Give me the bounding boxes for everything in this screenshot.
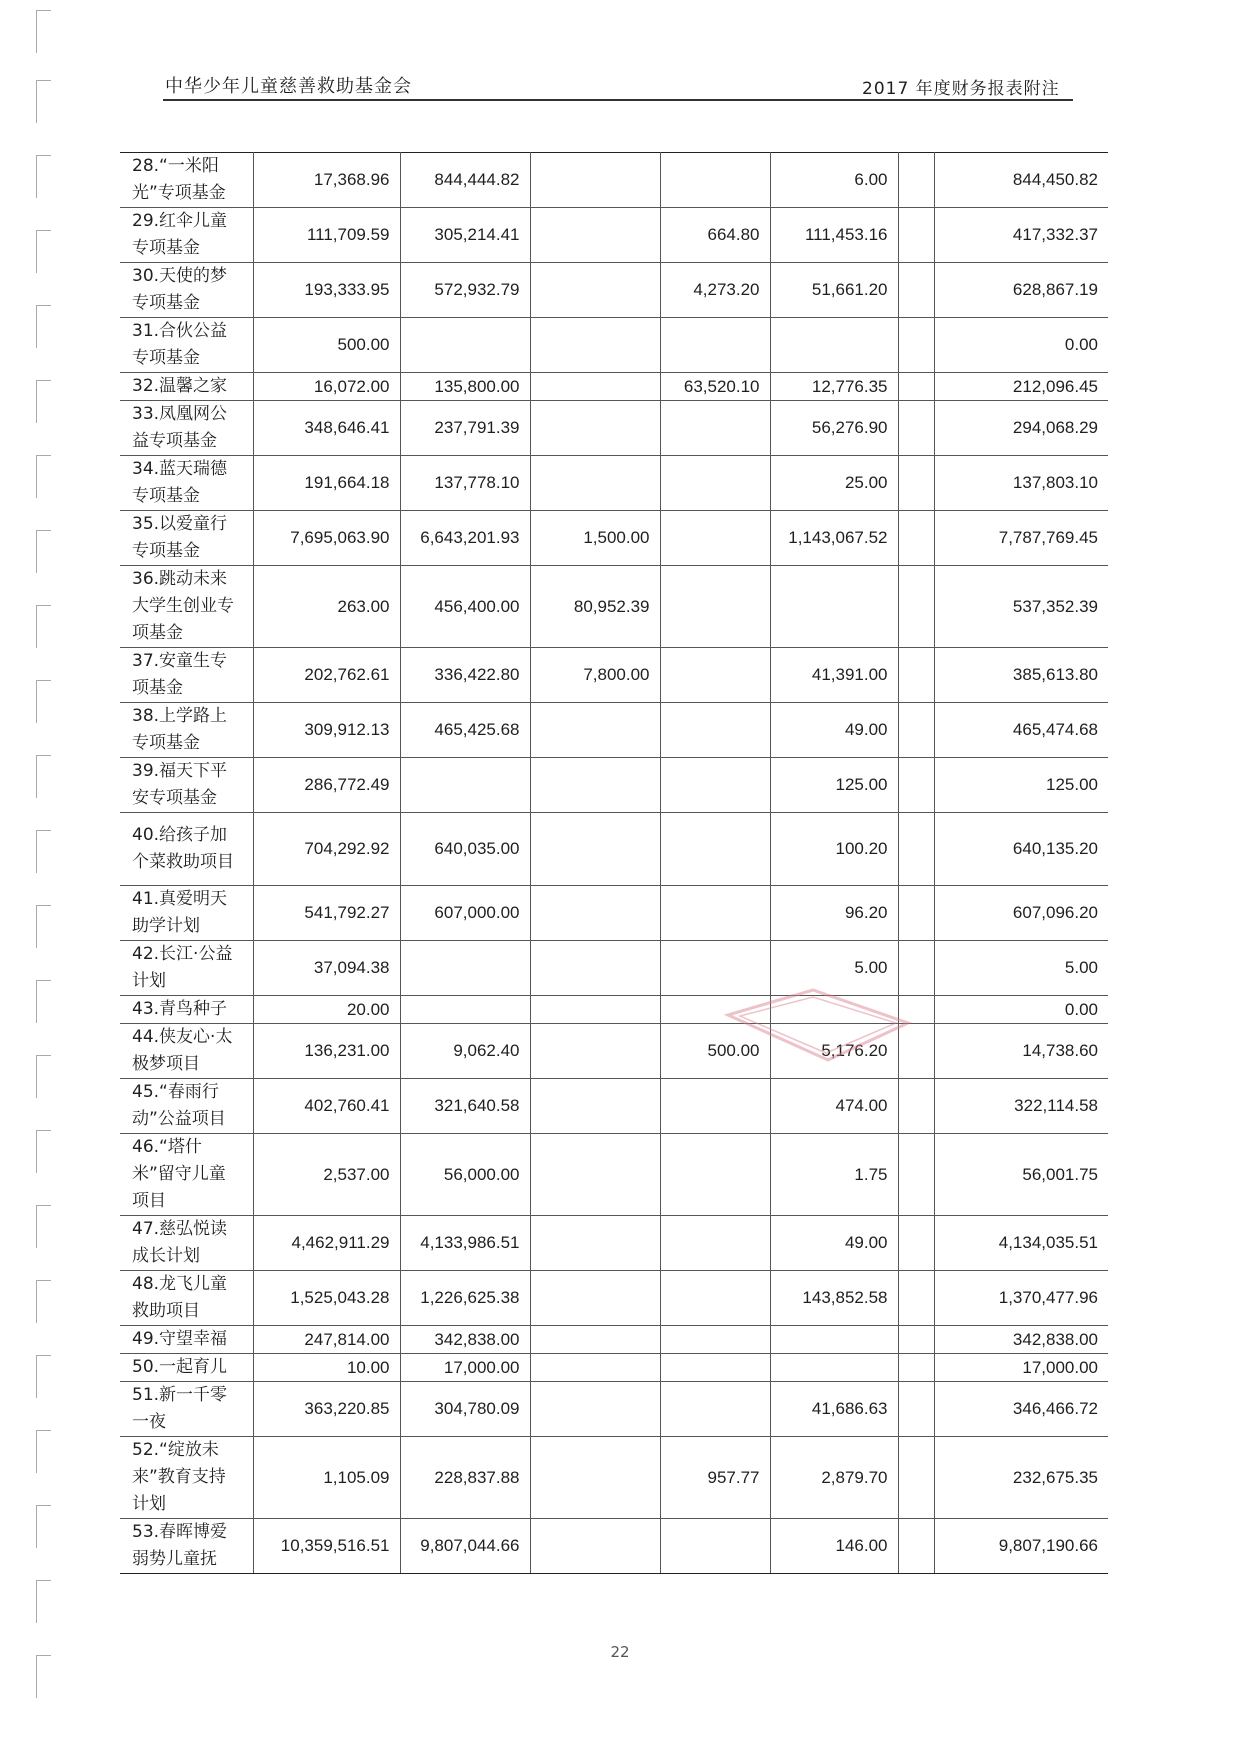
amount-cell-c6 — [898, 1382, 934, 1437]
table-row — [120, 703, 1108, 758]
fund-name-cell: 29.红伞儿童专项基金 — [120, 208, 253, 263]
amount-cell-c1: 309,912.13 — [253, 703, 400, 758]
amount-cell-c4 — [660, 758, 770, 813]
amount-cell-c5: 49.00 — [770, 1216, 898, 1271]
table-row — [120, 373, 1108, 401]
official-seal-stamp — [718, 985, 918, 1065]
amount-cell-c3 — [530, 1134, 660, 1216]
table-row — [120, 941, 1108, 996]
amount-cell-c5 — [770, 1354, 898, 1382]
amount-cell-c1: 17,368.96 — [253, 153, 400, 208]
table-row — [120, 996, 1108, 1024]
amount-cell-c6 — [898, 1216, 934, 1271]
amount-cell-c1: 202,762.61 — [253, 648, 400, 703]
amount-cell-c3 — [530, 373, 660, 401]
amount-cell-c4 — [660, 1079, 770, 1134]
amount-cell-c2: 56,000.00 — [400, 1134, 530, 1216]
amount-cell-c5: 100.20 — [770, 813, 898, 886]
report-title: 2017 年度财务报表附注 — [862, 79, 1060, 99]
amount-cell-c4 — [660, 318, 770, 373]
amount-cell-c4 — [660, 1519, 770, 1574]
amount-cell-c4 — [660, 566, 770, 648]
binding-mark — [36, 755, 51, 798]
table-row — [120, 648, 1108, 703]
fund-name-cell: 43.青鸟种子 — [120, 996, 253, 1024]
amount-cell-c1: 541,792.27 — [253, 886, 400, 941]
binding-mark — [36, 230, 51, 273]
binding-mark — [36, 305, 51, 348]
amount-cell-c1: 1,105.09 — [253, 1437, 400, 1519]
amount-cell-c7: 7,787,769.45 — [934, 511, 1108, 566]
amount-cell-c4: 63,520.10 — [660, 373, 770, 401]
amount-cell-c2: 9,807,044.66 — [400, 1519, 530, 1574]
table-row — [120, 1134, 1108, 1216]
binding-mark — [36, 1130, 51, 1173]
amount-cell-c4 — [660, 1326, 770, 1354]
amount-cell-c2: 607,000.00 — [400, 886, 530, 941]
amount-cell-c7: 9,807,190.66 — [934, 1519, 1108, 1574]
binding-mark — [36, 1655, 51, 1698]
binding-margin — [30, 0, 54, 1753]
amount-cell-c5: 25.00 — [770, 456, 898, 511]
amount-cell-c1: 16,072.00 — [253, 373, 400, 401]
table-row — [120, 153, 1108, 208]
amount-cell-c4: 664.80 — [660, 208, 770, 263]
amount-cell-c7: 14,738.60 — [934, 1024, 1108, 1079]
amount-cell-c5 — [770, 318, 898, 373]
amount-cell-c1: 37,094.38 — [253, 941, 400, 996]
amount-cell-c3 — [530, 1271, 660, 1326]
amount-cell-c7: 125.00 — [934, 758, 1108, 813]
amount-cell-c3 — [530, 401, 660, 456]
amount-cell-c2: 304,780.09 — [400, 1382, 530, 1437]
amount-cell-c2: 4,133,986.51 — [400, 1216, 530, 1271]
amount-cell-c5: 1.75 — [770, 1134, 898, 1216]
table-row — [120, 208, 1108, 263]
amount-cell-c7: 417,332.37 — [934, 208, 1108, 263]
amount-cell-c6 — [898, 758, 934, 813]
fund-name-cell: 48.龙飞儿童救助项目 — [120, 1271, 253, 1326]
amount-cell-c1: 20.00 — [253, 996, 400, 1024]
amount-cell-c3 — [530, 1382, 660, 1437]
amount-cell-c7: 5.00 — [934, 941, 1108, 996]
amount-cell-c1: 193,333.95 — [253, 263, 400, 318]
amount-cell-c2: 465,425.68 — [400, 703, 530, 758]
amount-cell-c1: 4,462,911.29 — [253, 1216, 400, 1271]
amount-cell-c2: 237,791.39 — [400, 401, 530, 456]
amount-cell-c6 — [898, 1519, 934, 1574]
binding-mark — [36, 1430, 51, 1473]
amount-cell-c7: 212,096.45 — [934, 373, 1108, 401]
amount-cell-c1: 10,359,516.51 — [253, 1519, 400, 1574]
amount-cell-c6 — [898, 401, 934, 456]
fund-name-cell: 31.合伙公益专项基金 — [120, 318, 253, 373]
binding-mark — [36, 1355, 51, 1398]
binding-mark — [36, 455, 51, 498]
amount-cell-c1: 247,814.00 — [253, 1326, 400, 1354]
amount-cell-c1: 10.00 — [253, 1354, 400, 1382]
amount-cell-c3 — [530, 813, 660, 886]
amount-cell-c7: 342,838.00 — [934, 1326, 1108, 1354]
amount-cell-c5: 56,276.90 — [770, 401, 898, 456]
amount-cell-c2: 137,778.10 — [400, 456, 530, 511]
amount-cell-c2: 321,640.58 — [400, 1079, 530, 1134]
amount-cell-c5 — [770, 1326, 898, 1354]
fund-name-cell: 36.跳动未来大学生创业专项基金 — [120, 566, 253, 648]
amount-cell-c2: 844,444.82 — [400, 153, 530, 208]
binding-mark — [36, 680, 51, 723]
amount-cell-c6 — [898, 1354, 934, 1382]
amount-cell-c3 — [530, 263, 660, 318]
amount-cell-c3 — [530, 1326, 660, 1354]
amount-cell-c6 — [898, 1079, 934, 1134]
amount-cell-c3: 1,500.00 — [530, 511, 660, 566]
amount-cell-c1: 363,220.85 — [253, 1382, 400, 1437]
amount-cell-c2: 135,800.00 — [400, 373, 530, 401]
amount-cell-c6 — [898, 813, 934, 886]
amount-cell-c5: 2,879.70 — [770, 1437, 898, 1519]
amount-cell-c6 — [898, 648, 934, 703]
table-row — [120, 566, 1108, 648]
amount-cell-c4: 4,273.20 — [660, 263, 770, 318]
fund-name-cell: 53.春晖博爱弱势儿童抚 — [120, 1519, 253, 1574]
table-row — [120, 1024, 1108, 1079]
fund-name-cell: 38.上学路上专项基金 — [120, 703, 253, 758]
fund-name-cell: 52.“绽放未来”教育支持计划 — [120, 1437, 253, 1519]
table-row — [120, 1216, 1108, 1271]
amount-cell-c7: 465,474.68 — [934, 703, 1108, 758]
amount-cell-c6 — [898, 1134, 934, 1216]
table-row — [120, 1079, 1108, 1134]
amount-cell-c1: 191,664.18 — [253, 456, 400, 511]
amount-cell-c4 — [660, 648, 770, 703]
fund-name-cell: 30.天使的梦专项基金 — [120, 263, 253, 318]
amount-cell-c4 — [660, 511, 770, 566]
amount-cell-c3 — [530, 456, 660, 511]
amount-cell-c3: 80,952.39 — [530, 566, 660, 648]
amount-cell-c6 — [898, 208, 934, 263]
binding-mark — [36, 1205, 51, 1248]
amount-cell-c5: 146.00 — [770, 1519, 898, 1574]
fund-name-cell: 40.给孩子加个菜救助项目 — [120, 813, 253, 886]
table-row — [120, 401, 1108, 456]
table-row — [120, 1382, 1108, 1437]
amount-cell-c7: 1,370,477.96 — [934, 1271, 1108, 1326]
amount-cell-c4 — [660, 703, 770, 758]
amount-cell-c5: 143,852.58 — [770, 1271, 898, 1326]
amount-cell-c2: 640,035.00 — [400, 813, 530, 886]
amount-cell-c2: 1,226,625.38 — [400, 1271, 530, 1326]
amount-cell-c2: 342,838.00 — [400, 1326, 530, 1354]
table-row — [120, 456, 1108, 511]
amount-cell-c4 — [660, 1354, 770, 1382]
amount-cell-c1: 7,695,063.90 — [253, 511, 400, 566]
amount-cell-c7: 537,352.39 — [934, 566, 1108, 648]
table-row — [120, 511, 1108, 566]
amount-cell-c3 — [530, 1079, 660, 1134]
table-row — [120, 813, 1108, 886]
fund-name-cell: 41.真爱明天助学计划 — [120, 886, 253, 941]
amount-cell-c5: 1,143,067.52 — [770, 511, 898, 566]
binding-mark — [36, 830, 51, 873]
amount-cell-c4 — [660, 153, 770, 208]
amount-cell-c6 — [898, 703, 934, 758]
amount-cell-c1: 500.00 — [253, 318, 400, 373]
fund-name-cell: 42.长江·公益计划 — [120, 941, 253, 996]
page-number: 22 — [610, 1643, 630, 1661]
amount-cell-c7: 17,000.00 — [934, 1354, 1108, 1382]
table-row — [120, 1437, 1108, 1519]
amount-cell-c2 — [400, 941, 530, 996]
amount-cell-c5: 49.00 — [770, 703, 898, 758]
fund-name-cell: 46.“塔什米”留守儿童项目 — [120, 1134, 253, 1216]
amount-cell-c7: 628,867.19 — [934, 263, 1108, 318]
fund-name-cell: 37.安童生专项基金 — [120, 648, 253, 703]
binding-mark — [36, 380, 51, 423]
amount-cell-c3 — [530, 703, 660, 758]
amount-cell-c4 — [660, 813, 770, 886]
amount-cell-c7: 0.00 — [934, 996, 1108, 1024]
fund-name-cell: 34.蓝天瑞德专项基金 — [120, 456, 253, 511]
amount-cell-c3 — [530, 1519, 660, 1574]
amount-cell-c6 — [898, 1326, 934, 1354]
binding-mark — [36, 1280, 51, 1323]
amount-cell-c4 — [660, 1271, 770, 1326]
binding-mark — [36, 155, 51, 198]
amount-cell-c6 — [898, 373, 934, 401]
fund-name-cell: 47.慈弘悦读成长计划 — [120, 1216, 253, 1271]
amount-cell-c3 — [530, 208, 660, 263]
amount-cell-c5: 96.20 — [770, 886, 898, 941]
fund-name-cell: 51.新一千零一夜 — [120, 1382, 253, 1437]
table-row — [120, 318, 1108, 373]
amount-cell-c6 — [898, 456, 934, 511]
amount-cell-c7: 232,675.35 — [934, 1437, 1108, 1519]
amount-cell-c1: 2,537.00 — [253, 1134, 400, 1216]
amount-cell-c2: 456,400.00 — [400, 566, 530, 648]
fund-name-cell: 45.“春雨行动”公益项目 — [120, 1079, 253, 1134]
amount-cell-c2: 572,932.79 — [400, 263, 530, 318]
amount-cell-c3 — [530, 886, 660, 941]
binding-mark — [36, 1580, 51, 1623]
ledger-body — [120, 153, 1108, 1574]
amount-cell-c5: 41,391.00 — [770, 648, 898, 703]
amount-cell-c5: 12,776.35 — [770, 373, 898, 401]
amount-cell-c5: 125.00 — [770, 758, 898, 813]
amount-cell-c2 — [400, 758, 530, 813]
fund-name-cell: 33.凤凰网公益专项基金 — [120, 401, 253, 456]
fund-name-cell: 50.一起育儿 — [120, 1354, 253, 1382]
amount-cell-c2: 305,214.41 — [400, 208, 530, 263]
table-row — [120, 1354, 1108, 1382]
amount-cell-c4: 957.77 — [660, 1437, 770, 1519]
amount-cell-c3 — [530, 1216, 660, 1271]
binding-mark — [36, 10, 51, 53]
amount-cell-c6 — [898, 511, 934, 566]
amount-cell-c3 — [530, 758, 660, 813]
amount-cell-c3 — [530, 318, 660, 373]
amount-cell-c7: 607,096.20 — [934, 886, 1108, 941]
amount-cell-c7: 294,068.29 — [934, 401, 1108, 456]
binding-mark — [36, 980, 51, 1023]
fund-name-cell: 35.以爱童行专项基金 — [120, 511, 253, 566]
amount-cell-c3 — [530, 941, 660, 996]
amount-cell-c6 — [898, 566, 934, 648]
amount-cell-c5: 5,176.20 — [770, 1024, 898, 1079]
amount-cell-c1: 136,231.00 — [253, 1024, 400, 1079]
binding-mark — [36, 530, 51, 573]
amount-cell-c4 — [660, 1382, 770, 1437]
amount-cell-c1: 286,772.49 — [253, 758, 400, 813]
table-row — [120, 1271, 1108, 1326]
amount-cell-c1: 402,760.41 — [253, 1079, 400, 1134]
amount-cell-c3 — [530, 1024, 660, 1079]
amount-cell-c5: 6.00 — [770, 153, 898, 208]
amount-cell-c7: 322,114.58 — [934, 1079, 1108, 1134]
amount-cell-c7: 56,001.75 — [934, 1134, 1108, 1216]
amount-cell-c7: 640,135.20 — [934, 813, 1108, 886]
amount-cell-c6 — [898, 263, 934, 318]
amount-cell-c6 — [898, 153, 934, 208]
amount-cell-c6 — [898, 318, 934, 373]
table-row — [120, 758, 1108, 813]
table-row — [120, 1519, 1108, 1574]
amount-cell-c4 — [660, 886, 770, 941]
amount-cell-c7: 4,134,035.51 — [934, 1216, 1108, 1271]
amount-cell-c7: 385,613.80 — [934, 648, 1108, 703]
amount-cell-c3 — [530, 153, 660, 208]
amount-cell-c5: 5.00 — [770, 941, 898, 996]
binding-mark — [36, 905, 51, 948]
amount-cell-c7: 137,803.10 — [934, 456, 1108, 511]
organization-name: 中华少年儿童慈善救助基金会 — [165, 76, 412, 97]
fund-name-cell: 32.温馨之家 — [120, 373, 253, 401]
amount-cell-c2 — [400, 318, 530, 373]
header-rule — [163, 99, 1073, 101]
amount-cell-c1: 348,646.41 — [253, 401, 400, 456]
amount-cell-c2: 228,837.88 — [400, 1437, 530, 1519]
amount-cell-c5: 111,453.16 — [770, 208, 898, 263]
amount-cell-c4 — [660, 401, 770, 456]
amount-cell-c1: 1,525,043.28 — [253, 1271, 400, 1326]
fund-name-cell: 49.守望幸福 — [120, 1326, 253, 1354]
fund-name-cell: 44.侠友心·太极梦项目 — [120, 1024, 253, 1079]
amount-cell-c7: 844,450.82 — [934, 153, 1108, 208]
amount-cell-c3 — [530, 1354, 660, 1382]
amount-cell-c6 — [898, 1271, 934, 1326]
amount-cell-c5 — [770, 566, 898, 648]
amount-cell-c7: 346,466.72 — [934, 1382, 1108, 1437]
table-row — [120, 263, 1108, 318]
fund-name-cell: 28.“一米阳光”专项基金 — [120, 153, 253, 208]
binding-mark — [36, 1505, 51, 1548]
table-row — [120, 886, 1108, 941]
amount-cell-c4: 500.00 — [660, 1024, 770, 1079]
amount-cell-c1: 704,292.92 — [253, 813, 400, 886]
amount-cell-c5: 51,661.20 — [770, 263, 898, 318]
amount-cell-c2: 336,422.80 — [400, 648, 530, 703]
amount-cell-c6 — [898, 1437, 934, 1519]
amount-cell-c1: 111,709.59 — [253, 208, 400, 263]
amount-cell-c2: 6,643,201.93 — [400, 511, 530, 566]
binding-mark — [36, 1055, 51, 1098]
amount-cell-c1: 263.00 — [253, 566, 400, 648]
amount-cell-c2: 9,062.40 — [400, 1024, 530, 1079]
amount-cell-c2 — [400, 996, 530, 1024]
amount-cell-c6 — [898, 886, 934, 941]
amount-cell-c7: 0.00 — [934, 318, 1108, 373]
fund-ledger-table — [120, 152, 1108, 1574]
table-row — [120, 1326, 1108, 1354]
binding-mark — [36, 80, 51, 123]
amount-cell-c3 — [530, 1437, 660, 1519]
amount-cell-c3: 7,800.00 — [530, 648, 660, 703]
amount-cell-c5: 474.00 — [770, 1079, 898, 1134]
amount-cell-c4 — [660, 456, 770, 511]
binding-mark — [36, 605, 51, 648]
amount-cell-c2: 17,000.00 — [400, 1354, 530, 1382]
amount-cell-c4 — [660, 1134, 770, 1216]
fund-name-cell: 39.福天下平安专项基金 — [120, 758, 253, 813]
amount-cell-c4 — [660, 1216, 770, 1271]
amount-cell-c5: 41,686.63 — [770, 1382, 898, 1437]
amount-cell-c3 — [530, 996, 660, 1024]
